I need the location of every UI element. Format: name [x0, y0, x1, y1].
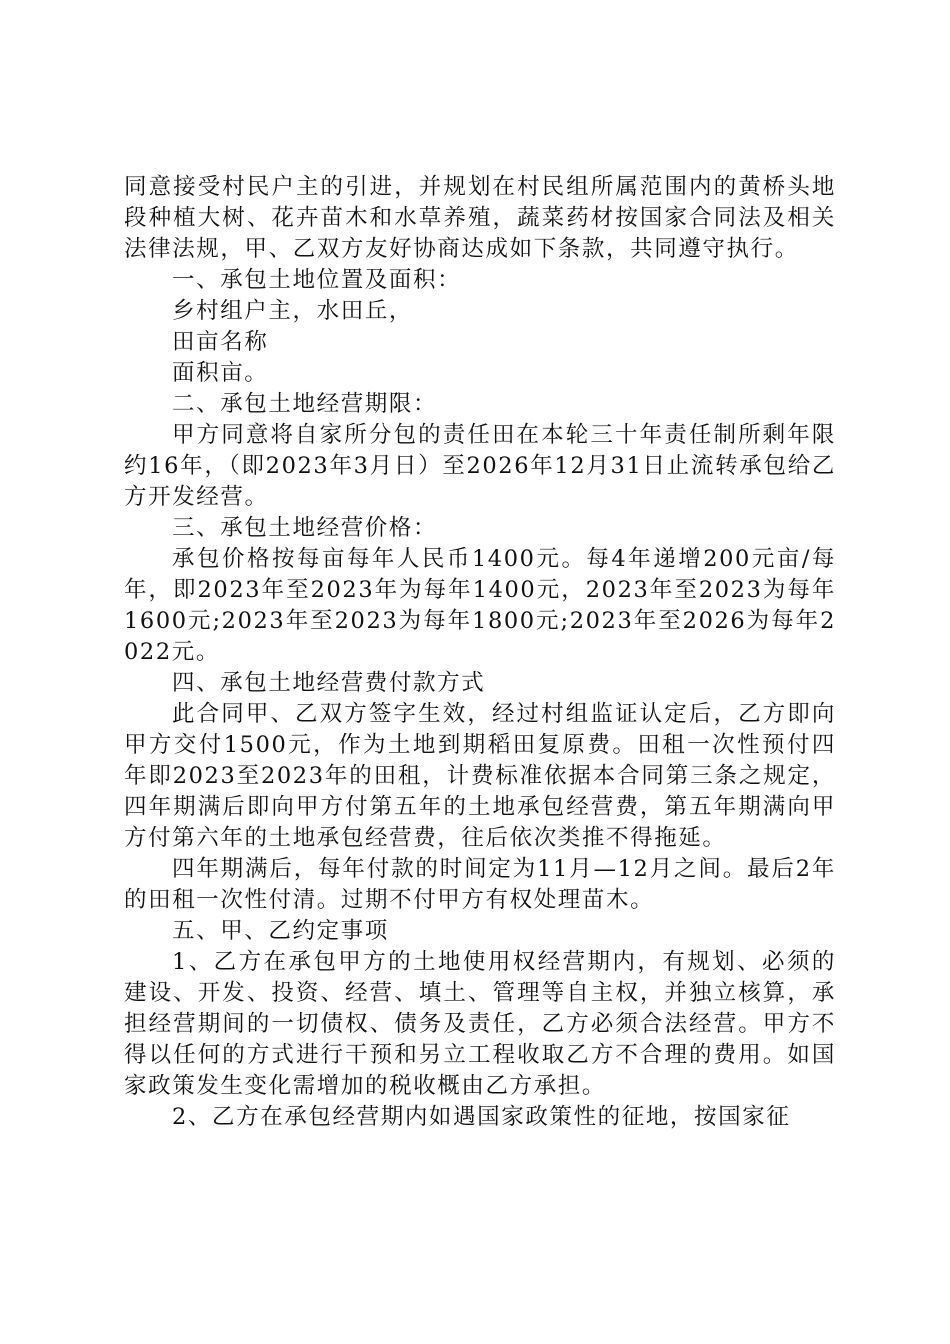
section-heading-4: 四、承包土地经营费付款方式: [172, 670, 486, 696]
paragraph-payment-schedule: 四年期满后，每年付款的时间定为11月—12月之间。最后2年的田租一次性付清。过期不付甲方有权处理苗木。: [124, 856, 836, 913]
section-heading-5: 五、甲、乙约定事项: [172, 918, 389, 944]
document-body: [124, 172, 836, 1133]
paragraph-field-name: 田亩名称: [172, 329, 269, 355]
section-heading-3: 三、承包土地经营价格：: [172, 515, 438, 541]
paragraph-intro: 同意接受村民户主的引进，并规划在村民组所属范围内的黄桥头地段种植大树、花卉苗木和水草养殖，蔬菜药材按国家合同法及相关法律法规，甲、乙双方友好协商达成如下条款，共同遵守执行。: [124, 174, 836, 262]
section-heading-1: 一、承包土地位置及面积：: [172, 267, 462, 293]
section-heading-2: 二、承包土地经营期限：: [172, 391, 438, 417]
paragraph-price: 承包价格按每亩每年人民币1400元。每4年递增200元亩/每年，即2023年至2023年为每年1400元，2023年至2023为每年1600元;2023年至2023为每年1800元;2023年至2026为每年2022元。: [124, 546, 836, 665]
paragraph-location: 乡村组户主，水田丘，: [172, 298, 414, 324]
paragraph-area: 面积亩。: [172, 360, 269, 386]
paragraph-clause-1: 1、乙方在承包甲方的土地使用权经营期内，有规划、必须的建设、开发、投资、经营、填土、管理等自主权，并独立核算，承担经营期间的一切债权、债务及责任，乙方必须合法经营。甲方不得以任何的方式进行干预和另立工程收取乙方不合理的费用。如国家政策发生变化需增加的税收概由乙方承担。: [124, 949, 836, 1099]
paragraph-clause-2: 2、乙方在承包经营期内如遇国家政策性的征地，按国家征: [172, 1104, 791, 1130]
paragraph-term: 甲方同意将自家所分包的责任田在本轮三十年责任制所剩年限约16年，（即2023年3月日）至2026年12月31日止流转承包给乙方开发经营。: [124, 422, 836, 510]
paragraph-payment: 此合同甲、乙双方签字生效，经过村组监证认定后，乙方即向甲方交付1500元，作为土地到期稻田复原费。田租一次性预付四年即2023至2023年的田租，计费标准依据本合同第三条之规定，四年期满后即向甲方付第五年的土地承包经营费，第五年期满向甲方付第六年的土地承包经营费，往后依次类推不得拖延。: [124, 701, 836, 851]
